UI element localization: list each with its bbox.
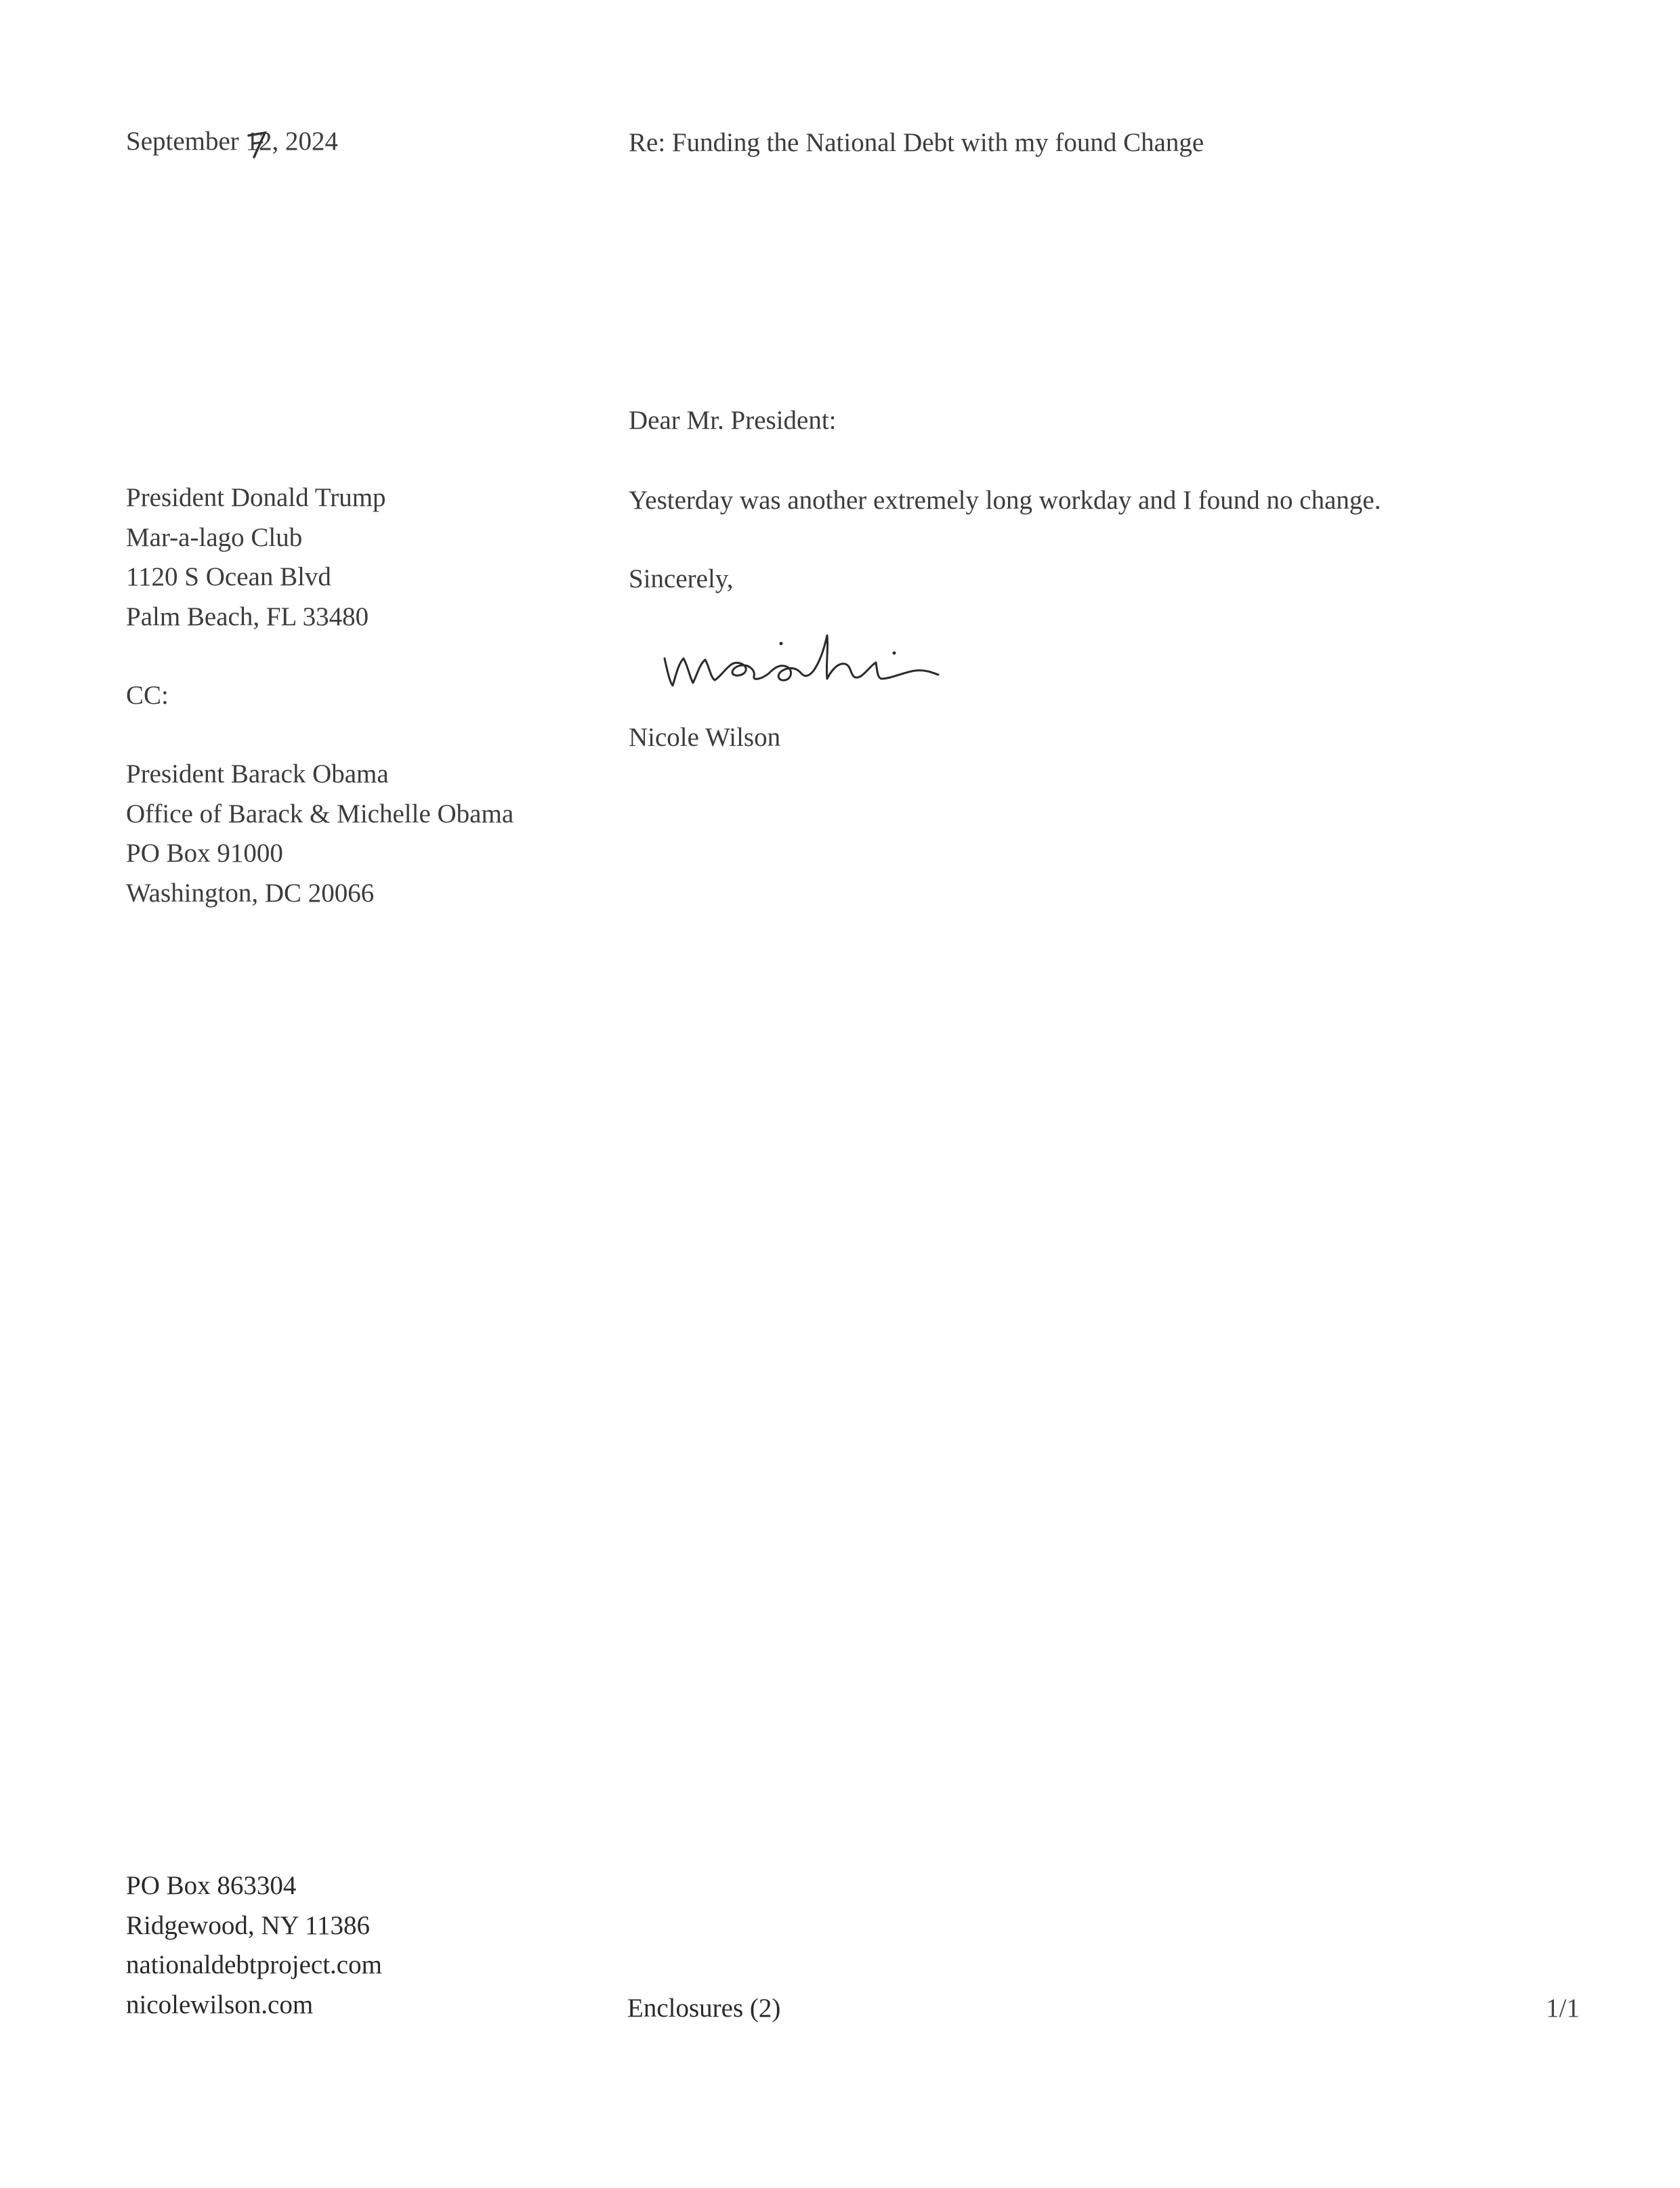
signer-name: Nicole Wilson (629, 723, 781, 752)
recipient-line: Mar-a-lago Club (126, 522, 303, 552)
cc-line: President Barack Obama (126, 759, 389, 788)
cc-line: Office of Barack & Michelle Obama (126, 799, 514, 828)
date-day (246, 122, 272, 161)
footer-line: Ridgewood, NY 11386 (126, 1910, 371, 1940)
recipient-address (126, 478, 386, 637)
cc-line: PO Box 91000 (126, 839, 283, 868)
letter-subject: Re: Funding the National Debt with my found Change (629, 128, 1204, 157)
recipient-line: 1120 S Ocean Blvd (126, 562, 331, 591)
letter-salutation: Dear Mr. President: (629, 406, 837, 435)
recipient-line: President Donald Trump (126, 483, 386, 512)
footer-line: nicolewilson.com (126, 1990, 314, 2019)
cc-line: Washington, DC 20066 (126, 878, 375, 908)
handwritten-correction-mark (245, 126, 272, 161)
date-year: , 2024 (272, 127, 339, 156)
page-number: 1/1 (1546, 1994, 1580, 2023)
cc-label: CC: (126, 681, 169, 710)
date-day-text: 12 (245, 127, 272, 156)
enclosures-note: Enclosures (2) (627, 1994, 781, 2023)
handwritten-signature (660, 623, 999, 698)
letter-closing: Sincerely, (629, 564, 734, 593)
letter-body: Yesterday was another extremely long workday and I found no change. (629, 486, 1381, 515)
cc-address (126, 755, 513, 913)
footer-line: PO Box 863304 (126, 1871, 297, 1900)
recipient-line: Palm Beach, FL 33480 (126, 602, 369, 631)
date-month: September (126, 127, 239, 156)
footer-line: nationaldebtproject.com (126, 1950, 382, 1979)
letter-date (126, 122, 338, 161)
sender-footer (126, 1866, 382, 2025)
